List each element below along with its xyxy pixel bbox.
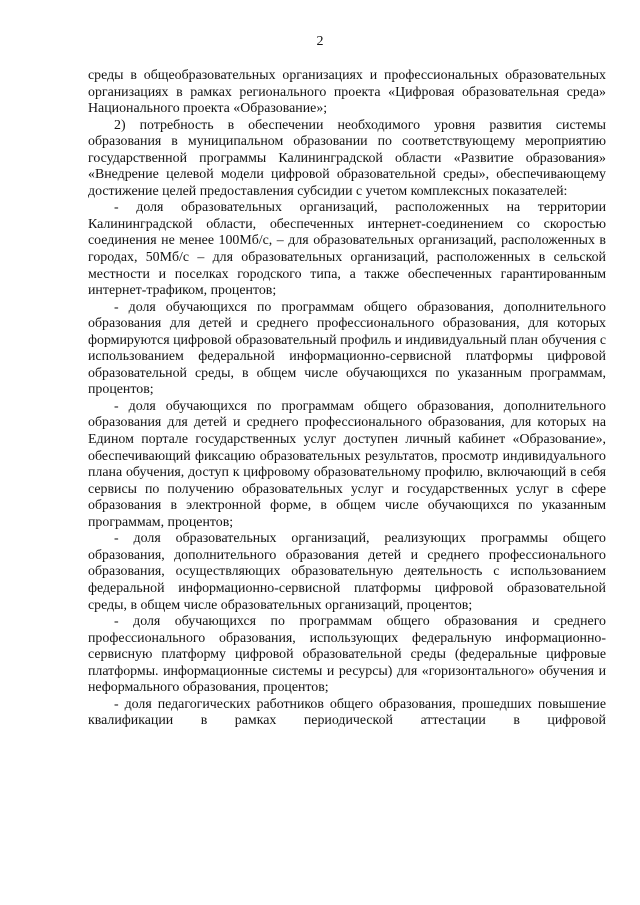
paragraph-indicator-horizontal: - доля обучающихся по программам общего образования и среднего профессионального образования, использующих федеральную информационно-сервисную платформу цифровой образовательной среды (федеральные цифровые платформы. информационные системы и ресурсы) для «горизонтального» обучения и неформального образования, процентов; bbox=[88, 614, 606, 696]
document-body bbox=[88, 68, 606, 730]
paragraph-indicator-profile: - доля обучающихся по программам общего образования, дополнительного образования для детей и среднего профессионального образования, для которых формируются цифровой образовательный профиль и индивидуальный план обучения с использованием федеральной информационно-сервисной платформы цифровой образовательной среды, в общем числе обучающихся по указанным программам, процентов; bbox=[88, 299, 606, 398]
paragraph-indicator-cabinet: - доля обучающихся по программам общего образования, дополнительного образования для детей и среднего профессионального образования, для которых на Едином портале государственных услуг доступен личный кабинет «Образование», обеспечивающий фиксацию образовательных результатов, просмотр индивидуального плана обучения, доступ к цифровому образовательному профилю, включающий в себя сервисы по получению образовательных услуг и государственных услуг в сфере образования в электронной форме, в общем числе обучающихся по указанным программам, процентов; bbox=[88, 398, 606, 530]
paragraph-indicator-internet: - доля образовательных организаций, расположенных на территории Калининградской области, обеспеченных интернет-соединением со скоростью соединения не менее 100Мб/с, – для образовательных организаций, расположенных в городах, 50Мб/с – для образовательных организаций, расположенных в сельской местности и поселках городского типа, а также обеспеченных гарантированным интернет-трафиком, процентов; bbox=[88, 200, 606, 299]
page-number: 2 bbox=[316, 34, 324, 49]
paragraph-indicator-organizations: - доля образовательных организаций, реализующих программы общего образования, дополнительного образования детей и среднего профессионального образования, осуществляющих образовательную деятельность с использованием федеральной информационно-сервисной платформы цифровой образовательной среды, в общем числе образовательных организаций, процентов; bbox=[88, 531, 606, 613]
paragraph-intro: среды в общеобразовательных организациях и профессиональных образовательных организациях в рамках регионального проекта «Цифровая образовательная среда» Национального проекта «Образование»; bbox=[88, 68, 606, 117]
paragraph-item-2: 2) потребность в обеспечении необходимого уровня развития системы образования в муниципальном образовании по соответствующему мероприятию государственной программы Калининградской области «Развитие образования» «Внедрение целевой модели цифровой образовательной среды», обеспечивающему достижение целей предоставления субсидии с учетом комплексных показателей: bbox=[88, 117, 606, 199]
paragraph-indicator-teachers: - доля педагогических работников общего образования, прошедших повышение квалификации в рамках периодической аттестации в цифровой bbox=[88, 696, 606, 729]
